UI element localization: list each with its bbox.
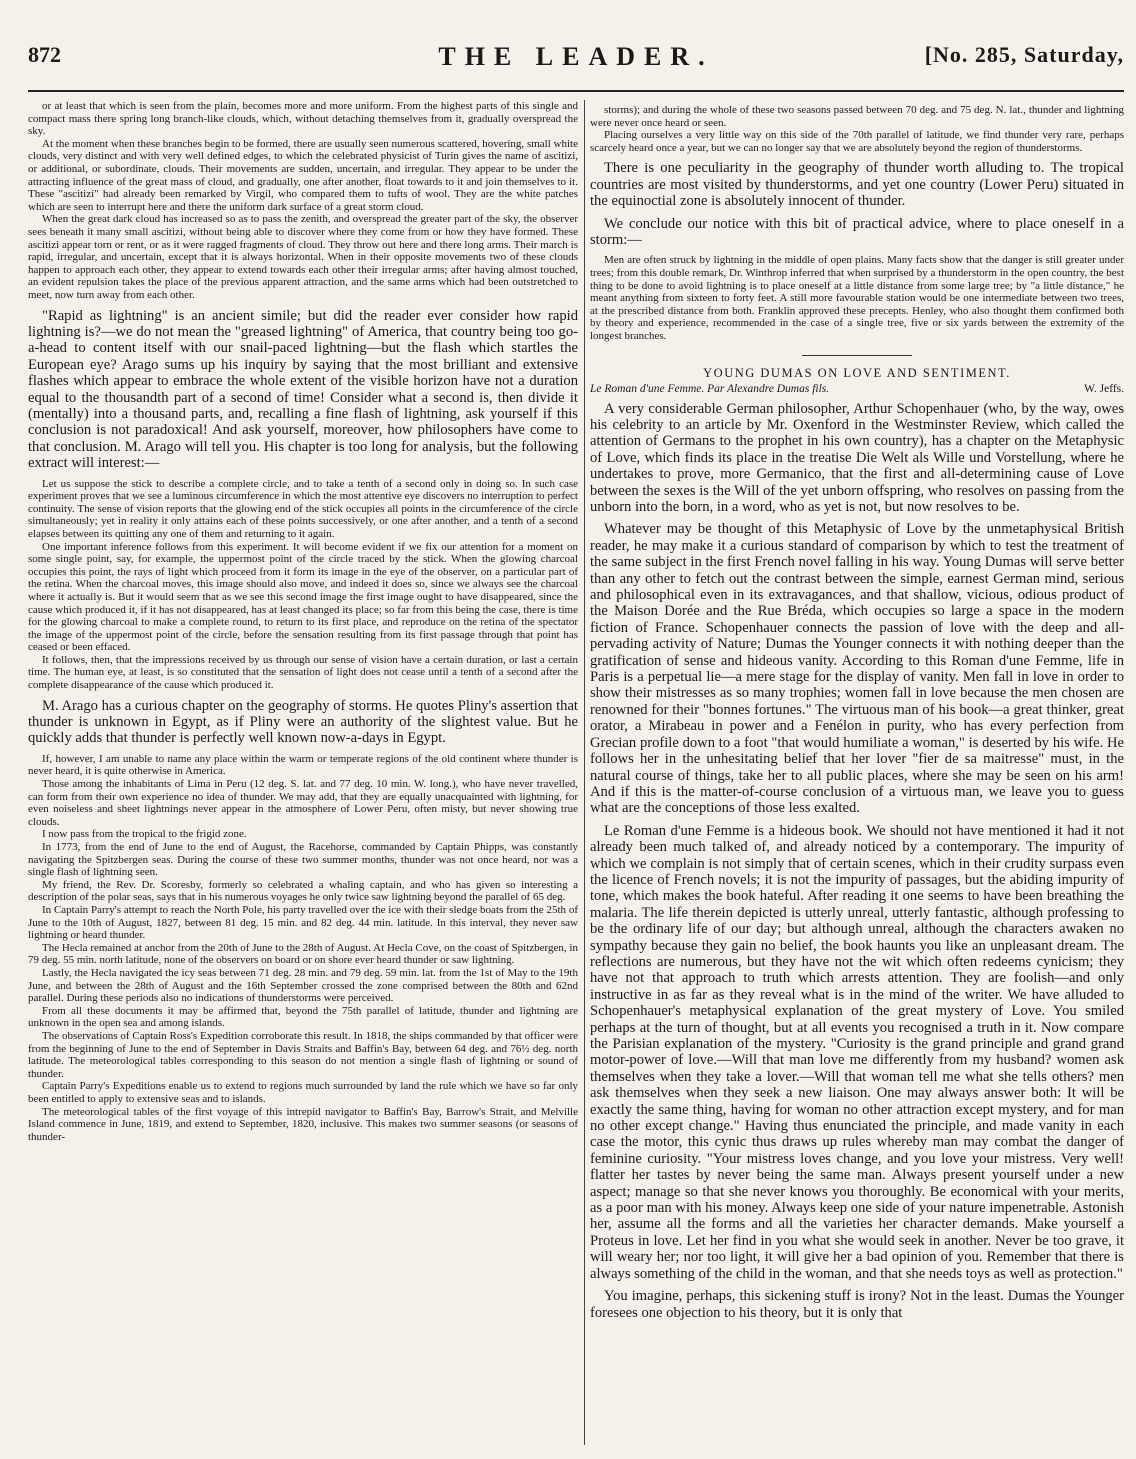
column-rule — [584, 100, 585, 1445]
page-number: 872 — [28, 42, 61, 67]
paragraph: Whatever may be thought of this Metaphysic of Love by the unmetaphysical British reader, he may make it a curious standard of comparison by which to test the treatment of the same subject in the first French novel falling in his way. Young Dumas will serve better than any other to fetch out the contrast between the simple, earnest German mind, serious and philosophical even in its extravagances, and that shallow, vicious, odious product of the Maison Dorée and the Rue Bréda, which occupies so large a space in the modern fiction of France. Schopenhauer connects the passion of love with the deep and all-pervading activity of Nature; Dumas the Younger connects it with nothing deeper than the gratification of sense and hideous vanity. According to this Roman d'une Femme, life in Paris is a perpetual lie—a mere stage for the display of vanity. Men fall in love in order to show their mistresses as so many trophies; women fall in love because the men chosen are renowned for their "bonnes fortunes." The virtuous man of his book—a great thinker, great orator, a Mirabeau in power and a Fenélon in purity, who has every perfection from Grecian profile down to a foot "that would humiliate a woman," is deserted by his wife. He follows her in the unhesitating belief that her lover "fier de sa maitresse" must, in the natural course of things, take her to all public places, where she may be seen on his arm! And if this is the matter-of-course conclusion of a virtuous man, we leave you to guess what are the conceptions of those less exalted. — [590, 521, 1124, 817]
paragraph: M. Arago has a curious chapter on the geography of storms. He quotes Pliny's assertion that thunder is unknown in Egypt, as if Pliny were an authority of the slightest value. But he quickly adds that thunder is perfectly well known now-a-days in Egypt. — [28, 697, 578, 747]
paragraph: There is one peculiarity in the geography of thunder worth alluding to. The tropical countries are most visited by thunderstorms, and yet one country (Lower Peru) situated in the equinoctial zone is absolutely innocent of thunder. — [590, 160, 1124, 210]
paragraph: "Rapid as lightning" is an ancient simile; but did the reader ever consider how rapid lightning is?—we do not mean the "greased lightning" of America, that country being too go-a-head to content itself with our snail-paced lightning—but the flash which startles the European eye? Arago sums up his inquiry by saying that the most brilliant and extensive flashes which appear to embrace the whole extent of the visible horizon have not a duration equal to the thousandth part of a second of time! Consider what a second is, then divide it (mentally) into a thousand parts, and, recalling a fine flash of lightning, ask yourself if this conclusion is not paradoxical! And ask yourself, moreover, how philosophers have come to that conclusion. M. Arago will tell you. His chapter is too long for analysis, but the following extract will interest:— — [28, 307, 578, 472]
paragraph: In Captain Parry's attempt to reach the North Pole, his party travelled over the ice with their sledge boats from the 25th of June to the 10th of August, 1827, between 81 deg. 15 min. and 82 deg. 44 min. latitude. In this interval, they never saw lightning or heard thunder. — [28, 904, 578, 942]
paragraph: A very considerable German philosopher, Arthur Schopenhauer (who, by the way, owes his celebrity to an article by Mr. Oxenford in the Westminster Review, which called the attention of Germans to the prophet in his own country), has a chapter on the Metaphysic of Love, which finds its place in the treatise Die Welt als Wille und Vorstellung, where he undertakes to prove, more Germanico, that the first and all-determining cause of Love between the sexes is the Will of the yet unborn offspring, who resolves on passing from the unborn into the born, in a word, who as yet is not, but now resolves to be. — [590, 400, 1124, 515]
paragraph: Captain Parry's Expeditions enable us to extend to regions much surrounded by land the rule which we have so far only been entitled to apply to extensive seas and to islands. — [28, 1080, 578, 1105]
paragraph: One important inference follows from this experiment. It will become evident if we fix our attention for a moment on some single point, say, for example, the uppermost point of the circle traced by the stick. When the glowing charcoal occupies this point, the rays of light which proceed from it form its image in the eye of the observer, on a particular part of the retina. When the charcoal moves, this image should also move, and indeed it does so, since we always see the charcoal where it actually is. But it would seem that as we see this second image the first image ought to have disappeared, since the cause which produced it, if it has not disappeared, has at least changed its place; so far from this being the case, there is time for the glowing charcoal to make a complete round, to return to its first place, and reproduce on the retina of the spectator the image of the uppermost point of the circle, before the sensation resulting from its first passage through that point has ceased or been effaced. — [28, 540, 578, 654]
extract-block — [590, 254, 1124, 342]
paragraph: storms); and during the whole of these two seasons passed between 70 deg. and 75 deg. N. lat., thunder and lightning were never once heard or seen. — [590, 104, 1124, 129]
paragraph: Le Roman d'une Femme is a hideous book. We should not have mentioned it had it not already been much talked of, and already noticed by a contemporary. The impurity of which we complain is not simply that of certain scenes, which in their crudity surpass even the licence of French novels; it is not the impurity of passages, but the abiding impurity of tone, which makes the book hateful. After reading it one seems to have been breathing the malaria. The life therein depicted is utterly unreal, utterly fantastic, although professing to be the ordinary life of our day; but although unreal, although the characters awaken no sympathy because they gain no belief, the book haunts you like an unpleasant dream. The reflections are numerous, but they have not the wit which often redeems cynicism; they have not that approach to truth which arrests attention. They are foolish—and only instructive in as far as they reveal what is in the mind of the writer. We have alluded to Schopenhauer's metaphysical explanation of the great mystery of Love. You smiled perhaps at the turn of thought, but at all events you recognised a truth in it. Now compare the Parisian explanation of the mystery. "Curiosity is the grand principle and grand grand motor-power of love.—Will that man love me differently from my husband? women ask themselves when they take a lover.—Will that woman tell me what she tells others? men ask themselves when they seek a new liaison. One may always answer both: It will be exactly the same thing, having for woman no other attraction except mystery, and for man no other except change." Having thus enunciated the principle, and made vanity in each case the motor, this cynic thus draws up rules whereby man may combat the danger of feminine curiosity. "Your mistress loves change, and you love your mistress. Very well! flatter her tastes by never being the same man. Always present yourself under a new aspect; manage so that she never knows you thoroughly. Be economical with your merits, as a poor man with his money. Always keep one side of your nature impenetrable. Astonish her, assume all the forms and all the varieties her character demands. Make yourself a Proteus in love. Let her find in you what she would seek in another. Never be too grave, it will weary her; nor too light, it will give her a bad opinion of you. Remember that there is always something of the child in the woman, and that she needs toys as well as protection." — [590, 822, 1124, 1282]
paragraph: We conclude our notice with this bit of practical advice, where to place oneself in a storm:— — [590, 215, 1124, 248]
paragraph: Men are often struck by lightning in the middle of open plains. Many facts show that the danger is still greater under trees; from this double remark, Dr. Winthrop inferred that when surprised by a thunderstorm in the open country, the best thing to be done to avoid lightning is to place oneself at a little distance from some large tree; by "a little distance," he meant anything from sixteen to forty feet. A still more favourable station would be one intermediate between two trees, at the prescribed distance from both. Franklin approved these precepts. Henley, who also thought them confirmed both by theory and experience, recommended in the case of a single tree, five or six yards between the extremity of the longest branches. — [590, 254, 1124, 342]
paragraph: In 1773, from the end of June to the end of August, the Racehorse, commanded by Captain Phipps, was constantly navigating the Spitzbergen seas. During the course of these two summer months, thunder was not once heard, nor was a single flash of lightning seen. — [28, 841, 578, 879]
paragraph: or at least that which is seen from the plain, becomes more and more uniform. From the highest parts of this single and compact mass there spring long branch-like clouds, which, without detaching themselves from it, gradually overspread the sky. — [28, 100, 578, 138]
paragraph: The Hecla remained at anchor from the 20th of June to the 28th of August. At Hecla Cove, on the coast of Spitzbergen, in 79 deg. 55 min. north latitude, none of the observers on board or on shore ever heard thunder or saw lightning. — [28, 941, 578, 967]
section-divider — [802, 355, 912, 356]
extract-block — [590, 104, 1124, 154]
extract-block — [28, 753, 578, 1143]
paragraph: Those among the inhabitants of Lima in Peru (12 deg. S. lat. and 77 deg. 10 min. W. long.), who have never travelled, can form from their own experience no idea of thunder. We may add, that they are equally unacquainted with lightning, for even noiseless and sheet lightnings never appear in the atmosphere of Lower Peru, often misty, but never showing true clouds. — [28, 778, 578, 828]
extract-block — [28, 478, 578, 692]
paragraph: My friend, the Rev. Dr. Scoresby, formerly so celebrated a whaling captain, and who has given so interesting a description of the polar seas, says that in his numerous voyages he only twice saw lightning beyond the parallel of 65 deg. — [28, 878, 578, 904]
paragraph: At the moment when these branches begin to be formed, there are usually seen numerous scattered, hovering, small white clouds, very distinct and with very well defined edges, to which the celebrated physicist of Turin gives the name of ascitizi, or additional, or subordinate, clouds. Their movements are sudden, uncertain, and irregular. They appear to be under the attracting influence of the great mass of cloud, and gradually, one after another, float towards to it and join themselves to it. These "ascitizi" had already been remarked by Virgil, who compared them to tufts of wool. They are the white patches which are seen to interrupt here and there the uniform dark surface of a great storm cloud. — [28, 137, 578, 213]
newspaper-title: THE LEADER. — [438, 42, 714, 71]
paragraph: Let us suppose the stick to describe a complete circle, and to take a tenth of a second only in doing so. In such case experiment proves that we see a luminous circumference in which the most attentive eye discovers no interruption to perfect continuity. The sense of vision reports that the glowing end of the stick occupies all points in the circumference of the circle simultaneously; yet in reality it only attains each of these points successively, or one after another, and a tenth of a second elapses between its quitting any one of them and returning to it again. — [28, 477, 578, 540]
paragraph: Placing ourselves a very little way on this side of the 70th parallel of latitude, we find thunder very rare, perhaps scarcely heard once a year, but we can no longer say that we are absolutely beyond the region of thunderstorms. — [590, 129, 1124, 154]
paragraph: It follows, then, that the impressions received by us through our sense of vision have a certain duration, or last a certain time. The human eye, at least, is so constituted that the sensation of light does not cease until a tenth of a second after the complete disappearance of the cause which produced it. — [28, 653, 578, 692]
paragraph: From all these documents it may be affirmed that, beyond the 75th parallel of latitude, thunder and lightning are unknown in the open sea and among islands. — [28, 1004, 578, 1030]
issue-number: [No. 285, Saturday, — [924, 42, 1124, 67]
publisher: W. Jeffs. — [1084, 382, 1124, 395]
left-column — [28, 100, 578, 1445]
book-title: Le Roman d'une Femme. Par Alexandre Dumas fils. — [590, 382, 830, 395]
right-column — [590, 100, 1124, 1445]
paragraph: If, however, I am unable to name any place within the warm or temperate regions of the old continent where thunder is never heard, it is quite otherwise in America. — [28, 752, 578, 778]
masthead — [28, 42, 1124, 92]
paragraph: The observations of Captain Ross's Expedition corroborate this result. In 1818, the ships commanded by that officer were from the beginning of June to the end of September in Davis Straits and Baffin's Bay, between 64 deg. and 76½ deg. north latitude. The meteorological tables corresponding to this season do not mention a single flash of lightning or sound of thunder. — [28, 1029, 578, 1080]
paragraph: I now pass from the tropical to the frigid zone. — [42, 828, 247, 841]
paragraph: The meteorological tables of the first voyage of this intrepid navigator to Baffin's Bay, Barrow's Strait, and Melville Island commence in June, 1819, and extend to September, 1820, inclusive. This makes two summer seasons (or seasons of thunder- — [28, 1105, 578, 1143]
paragraph: You imagine, perhaps, this sickening stuff is irony? Not in the least. Dumas the Younger foresees one objection to his theory, but it is only that — [590, 1288, 1124, 1321]
book-reference — [590, 383, 1124, 395]
paragraph: When the great dark cloud has increased so as to pass the zenith, and overspread the greater part of the sky, the observer sees beneath it many small ascitizi, without being able to discover where they come from or how they have formed. These ascitizi appear torn or rent, or as it were ragged fragments of cloud. They throw out here and there long arms. Their march is rapid, irregular, and uncertain, except that it is always horizontal. When in their opposite movements two of these clouds happen to approach each other, they appear to extend towards each other their irregular arms; after having almost touched, an evident repulsion takes the place of the previous apparent attraction, and the same arms which had been outstretched to meet, now turn away from each other. — [28, 213, 578, 301]
review-heading: YOUNG DUMAS ON LOVE AND SENTIMENT. — [703, 365, 1011, 380]
paragraph: Lastly, the Hecla navigated the icy seas between 71 deg. 28 min. and 79 deg. 59 min. lat. from the 1st of May to the 19th June, and between the 28th of August and the 16th September crossed the zone comprised between the 80th and 62nd parallel. During these periods also no indications of thunderstorms were perceived. — [28, 966, 578, 1005]
